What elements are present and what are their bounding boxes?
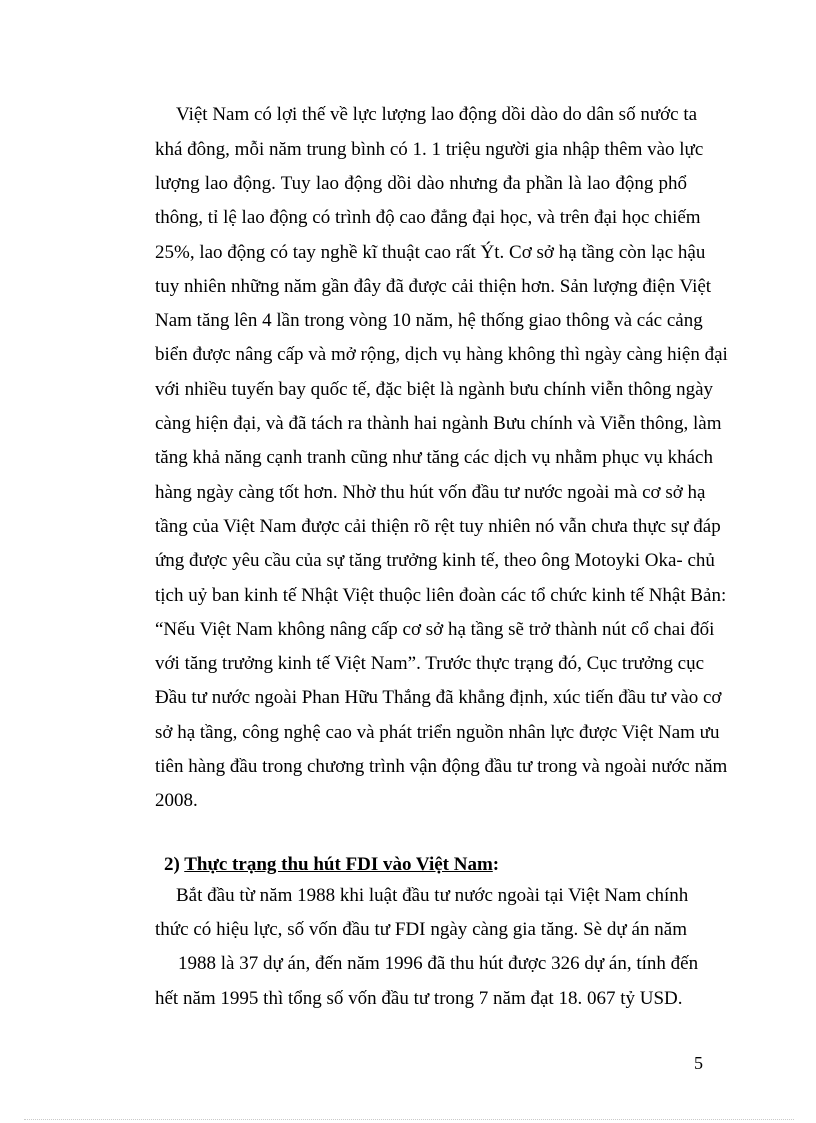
paragraph-line: thức có hiệu lực, số vốn đầu tư FDI ngày càng gia tăng. Sè dự án năm [155,919,687,940]
paragraph-line: tầng của Việt Nam được cải thiện rõ rệt tuy nhiên nó vẫn chưa thực sự đáp [155,516,721,537]
section-title: Thực trạng thu hút FDI vào Việt Nam [184,854,493,875]
paragraph-line: khá đông, mỗi năm trung bình có 1. 1 triệu người gia nhập thêm vào lực [155,139,704,160]
paragraph-line: Việt Nam có lợi thế về lực lượng lao động dồi dào do dân số nước ta [176,104,698,125]
paragraph-line: Đầu tư nước ngoài Phan Hữu Thắng đã khẳng định, xúc tiến đầu tư vào cơ [155,687,722,708]
paragraph-line: với tăng trưởng kinh tế Việt Nam”. Trước thực trạng đó, Cục trưởng cục [155,653,704,674]
paragraph-line: “Nếu Việt Nam không nâng cấp cơ sở hạ tầng sẽ trở thành nút cổ chai đối [155,619,715,640]
footer-divider [24,1119,794,1120]
paragraph-line: tăng khả năng cạnh tranh cũng như tăng các dịch vụ nhằm phục vụ khách [155,447,713,468]
paragraph-line: ứng được yêu cầu của sự tăng trưởng kinh tế, theo ông Motoyki Oka- chủ [155,550,715,571]
paragraph-line: càng hiện đại, và đã tách ra thành hai ngành Bưu chính và Viễn thông, làm [155,413,722,434]
page-number: 5 [694,1053,703,1073]
paragraph-line: thông, tỉ lệ lao động có trình độ cao đẳng đại học, và trên đại học chiếm [155,207,701,228]
paragraph-line: 25%, lao động có tay nghề kĩ thuật cao rất Ýt. Cơ sở hạ tầng còn lạc hậu [155,242,706,263]
section-title-suffix: : [492,854,500,875]
paragraph-line: sở hạ tầng, công nghệ cao và phát triển nguồn nhân lực được Việt Nam ưu [155,722,720,743]
paragraph-line: lượng lao động. Tuy lao động dồi dào nhưng đa phần là lao động phổ [155,173,687,194]
paragraph-line: hết năm 1995 thì tổng số vốn đầu tư trong 7 năm đạt 18. 067 tỷ USD. [155,988,683,1009]
paragraph-line: biển được nâng cấp và mở rộng, dịch vụ hàng không thì ngày càng hiện đại [155,344,728,365]
section-number: 2) [164,854,185,875]
paragraph-line: với nhiều tuyến bay quốc tế, đặc biệt là ngành bưu chính viễn thông ngày [155,379,714,400]
paragraph-line: Bắt đầu từ năm 1988 khi luật đầu tư nước ngoài tại Việt Nam chính [176,885,689,906]
paragraph-line: tuy nhiên những năm gần đây đã được cải thiện hơn. Sản lượng điện Việt [155,276,712,297]
section-heading [164,853,499,877]
paragraph-line: 1988 là 37 dự án, đến năm 1996 đã thu hút được 326 dự án, tính đến [178,953,699,974]
paragraph-line: tịch uỷ ban kinh tế Nhật Việt thuộc liên đoàn các tổ chức kinh tế Nhật Bản: [155,585,727,606]
paragraph-line: Nam tăng lên 4 lần trong vòng 10 năm, hệ thống giao thông và các cảng [155,310,703,331]
paragraph-line: 2008. [155,790,198,811]
paragraph-line: hàng ngày càng tốt hơn. Nhờ thu hút vốn đầu tư nước ngoài mà cơ sở hạ [155,482,706,503]
paragraph-line: tiên hàng đầu trong chương trình vận động đầu tư trong và ngoài nước năm [155,756,728,777]
